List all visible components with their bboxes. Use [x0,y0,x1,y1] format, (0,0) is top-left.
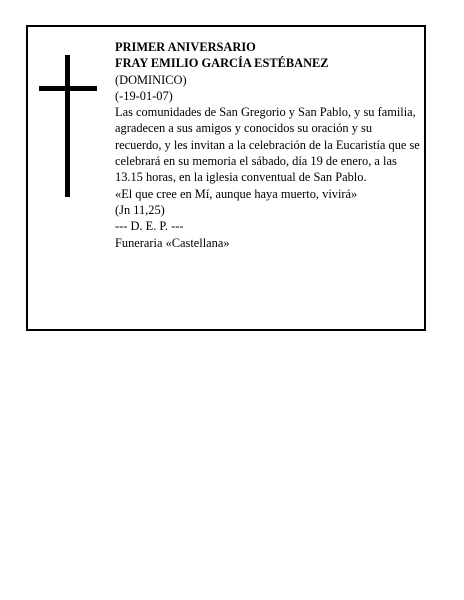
notice-message: Las comunidades de San Gregorio y San Pablo, y su familia, agradecen a sus amigos y conocidos su oración y su recuerdo, y les invitan a la celebración de la Eucaristía que se celebrará en su memoria el sábado, día 19 de enero, a las 13.15 horas, en la iglesia conventual de San Pablo. [115,105,420,185]
cross-vertical-bar [65,55,70,197]
funeral-home: Funeraria «Castellana» [115,235,230,250]
religious-order: (DOMINICO) [115,72,187,87]
cross-horizontal-bar [39,86,97,91]
cross-icon [39,55,97,197]
bible-reference: (Jn 11,25) [115,202,165,217]
notice-text [115,39,421,251]
death-date: (-19-01-07) [115,88,173,103]
bible-quote: «El que cree en Mí, aunque haya muerto, vivirá» [115,186,358,201]
obituary-notice [26,25,426,331]
deceased-name: FRAY EMILIO GARCÍA ESTÉBANEZ [115,56,329,71]
notice-heading: PRIMER ANIVERSARIO [115,40,256,54]
rip-line: --- D. E. P. --- [115,219,184,234]
